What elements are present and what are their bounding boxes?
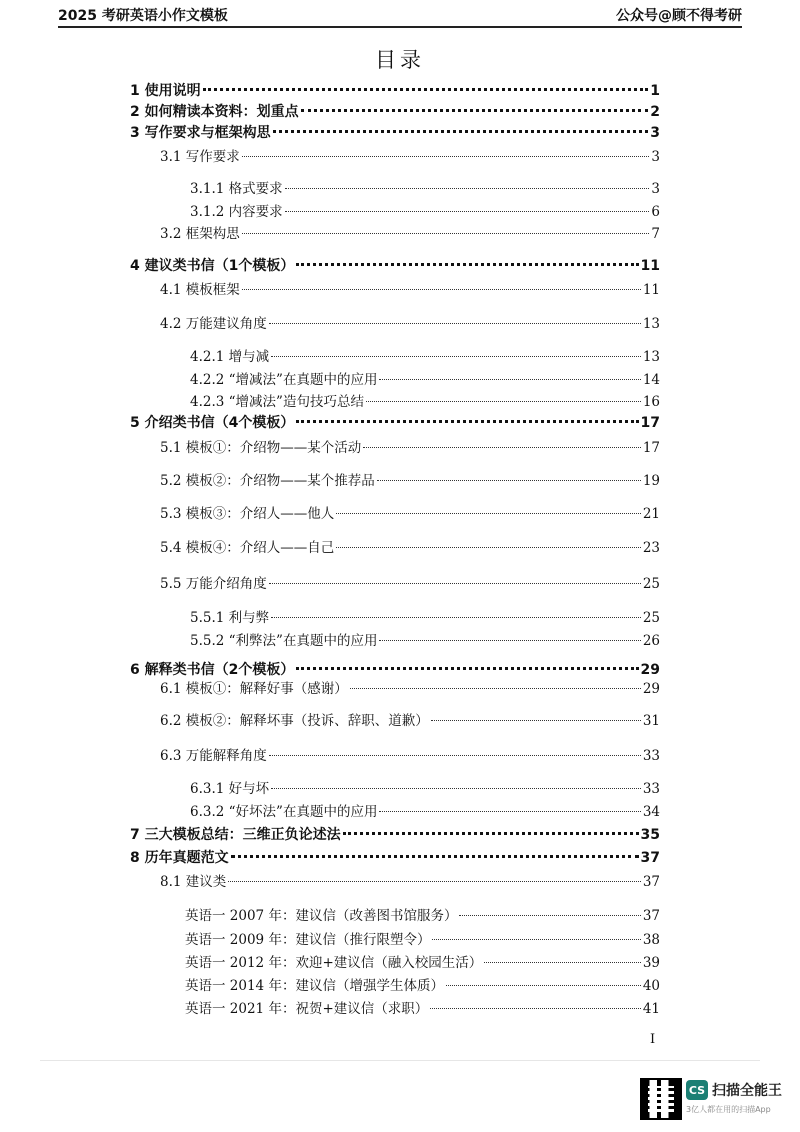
toc-entry — [190, 800, 660, 820]
toc-title: 目录 — [375, 48, 425, 72]
toc-entry — [190, 200, 660, 220]
toc-entry-page: 33 — [642, 748, 660, 764]
toc-entry-label: 6.3.2 “好坏法”在真题中的应用 — [190, 804, 378, 820]
toc-entry-label: 5.2 模板②：介绍物——某个推荐品 — [160, 473, 375, 489]
toc-entry — [185, 997, 660, 1017]
toc-entry-label: 3.1.2 内容要求 — [190, 204, 283, 220]
toc-entry-label: 5.5 万能介绍角度 — [160, 576, 267, 592]
toc-entry — [190, 606, 660, 626]
toc-leader-dots — [350, 688, 641, 689]
toc-entry-label: 6.3.1 好与坏 — [190, 781, 270, 797]
toc-entry — [160, 469, 660, 489]
footer-divider — [40, 1060, 760, 1061]
toc-entry-page: 17 — [640, 415, 660, 431]
toc-leader-dots — [273, 130, 649, 133]
toc-entry-label: 4 建议类书信（1个模板） — [130, 258, 295, 274]
toc-entry-page: 11 — [642, 282, 660, 298]
toc-entry-label: 3.1 写作要求 — [160, 149, 240, 165]
toc-entry-page: 31 — [642, 713, 660, 729]
toc-entry — [130, 122, 660, 142]
toc-entry-page: 40 — [642, 978, 660, 994]
toc-leader-dots — [343, 832, 639, 835]
toc-entry-page: 29 — [640, 662, 660, 678]
toc-entry-page: 25 — [642, 610, 660, 626]
toc-entry-page: 6 — [651, 204, 660, 220]
page-number: I — [650, 1032, 656, 1047]
toc-entry-page: 37 — [640, 850, 660, 866]
toc-entry-label: 6 解释类书信（2个模板） — [130, 662, 295, 678]
toc-entry-label: 4.1 模板框架 — [160, 282, 240, 298]
toc-entry-page: 3 — [651, 181, 660, 197]
toc-entry-label: 4.2.3 “增减法”造句技巧总结 — [190, 394, 364, 410]
camscanner-logo: CS — [686, 1080, 708, 1100]
toc-entry-label: 7 三大模板总结：三维正负论述法 — [130, 827, 341, 843]
toc-entry — [130, 824, 660, 844]
toc-leader-dots — [379, 640, 640, 641]
toc-entry-label: 8 历年真题范文 — [130, 850, 229, 866]
toc-entry-label: 4.2.2 “增减法”在真题中的应用 — [190, 372, 378, 388]
toc-entry — [130, 847, 660, 867]
toc-entry-label: 4.2 万能建议角度 — [160, 316, 267, 332]
toc-leader-dots — [269, 323, 641, 324]
scanner-app-name: 扫描全能王 — [712, 1083, 782, 1099]
toc-entry-label: 3.2 框架构思 — [160, 226, 240, 242]
toc-entry-label: 6.2 模板②：解释坏事（投诉、辞职、道歉） — [160, 713, 429, 729]
toc-entry — [130, 101, 660, 121]
toc-entry-label: 3 写作要求与框架构思 — [130, 125, 271, 141]
toc-entry — [190, 777, 660, 797]
toc-leader-dots — [459, 915, 640, 916]
toc-entry — [160, 572, 660, 592]
toc-entry-label: 英语一 2014 年：建议信（增强学生体质） — [185, 978, 444, 994]
qr-code-icon — [640, 1078, 682, 1120]
toc-entry-page: 37 — [642, 908, 660, 924]
toc-entry-label: 英语一 2009 年：建议信（推行限塑令） — [185, 932, 431, 948]
toc-entry-label: 英语一 2007 年：建议信（改善图书馆服务） — [185, 908, 458, 924]
toc-entry-page: 25 — [642, 576, 660, 592]
toc-entry — [160, 436, 660, 456]
toc-entry — [190, 177, 660, 197]
toc-leader-dots — [432, 939, 640, 940]
toc-entry — [185, 904, 660, 924]
toc-entry — [160, 709, 660, 729]
toc-leader-dots — [301, 109, 649, 112]
toc-entry — [160, 278, 660, 298]
toc-entry-label: 3.1.1 格式要求 — [190, 181, 283, 197]
toc-entry-page: 3 — [651, 149, 660, 165]
toc-entry-page: 41 — [642, 1001, 660, 1017]
toc-entry-page: 34 — [642, 804, 660, 820]
toc-leader-dots — [336, 513, 641, 514]
toc-entry — [185, 928, 660, 948]
toc-entry — [130, 255, 660, 275]
scanner-tagline: 3亿人都在用的扫描App — [686, 1105, 771, 1114]
toc-entry — [160, 536, 660, 556]
toc-entry-page: 16 — [642, 394, 660, 410]
toc-entry — [130, 659, 660, 679]
toc-entry-page: 7 — [651, 226, 660, 242]
toc-leader-dots — [431, 720, 641, 721]
toc-entry-page: 1 — [650, 83, 660, 99]
toc-entry — [160, 744, 660, 764]
toc-entry-page: 14 — [642, 372, 660, 388]
toc-entry-page: 33 — [642, 781, 660, 797]
header-left-title: 2025 考研英语小作文模板 — [58, 8, 228, 24]
toc-leader-dots — [285, 211, 650, 212]
toc-leader-dots — [269, 583, 641, 584]
toc-entry-label: 5 介绍类书信（4个模板） — [130, 415, 295, 431]
toc-entry-label: 英语一 2021 年：祝贺+建议信（求职） — [185, 1001, 429, 1017]
toc-entry-page: 37 — [642, 874, 660, 890]
toc-entry-page: 2 — [650, 104, 660, 120]
toc-leader-dots — [296, 667, 638, 670]
toc-entry-label: 5.5.2 “利弊法”在真题中的应用 — [190, 633, 378, 649]
toc-leader-dots — [296, 420, 638, 423]
toc-entry — [185, 974, 660, 994]
toc-entry-label: 6.3 万能解释角度 — [160, 748, 267, 764]
toc-entry-page: 29 — [642, 681, 660, 697]
toc-leader-dots — [484, 962, 641, 963]
header-right-account: 公众号@顾不得考研 — [616, 8, 742, 24]
toc-entry — [160, 677, 660, 697]
toc-entry-page: 21 — [642, 506, 660, 522]
toc-leader-dots — [203, 88, 649, 91]
toc-leader-dots — [336, 547, 641, 548]
toc-entry-label: 5.4 模板④：介绍人——自己 — [160, 540, 335, 556]
toc-entry-page: 35 — [640, 827, 660, 843]
toc-entry — [160, 870, 660, 890]
toc-leader-dots — [271, 788, 641, 789]
toc-leader-dots — [366, 401, 641, 402]
toc-entry-page: 19 — [642, 473, 660, 489]
toc-leader-dots — [430, 1008, 641, 1009]
toc-leader-dots — [285, 188, 650, 189]
toc-entry — [185, 951, 660, 971]
toc-entry — [160, 145, 660, 165]
toc-entry-page: 26 — [642, 633, 660, 649]
toc-leader-dots — [446, 985, 641, 986]
toc-entry — [190, 368, 660, 388]
toc-leader-dots — [296, 263, 638, 266]
toc-entry-label: 8.1 建议类 — [160, 874, 227, 890]
toc-entry — [130, 80, 660, 100]
toc-entry-label: 英语一 2012 年：欢迎+建议信（融入校园生活） — [185, 955, 483, 971]
toc-entry — [160, 312, 660, 332]
toc-leader-dots — [379, 811, 640, 812]
toc-entry — [160, 222, 660, 242]
toc-entry-page: 17 — [642, 440, 660, 456]
toc-entry — [130, 412, 660, 432]
toc-leader-dots — [269, 755, 641, 756]
toc-entry-page: 38 — [642, 932, 660, 948]
toc-entry-page: 23 — [642, 540, 660, 556]
toc-entry-page: 11 — [640, 258, 660, 274]
toc-leader-dots — [242, 156, 650, 157]
toc-leader-dots — [228, 881, 641, 882]
toc-entry-label: 2 如何精读本资料：划重点 — [130, 104, 299, 120]
toc-entry-label: 5.3 模板③：介绍人——他人 — [160, 506, 335, 522]
toc-leader-dots — [271, 356, 641, 357]
toc-leader-dots — [242, 233, 650, 234]
toc-leader-dots — [379, 379, 640, 380]
toc-entry-label: 6.1 模板①：解释好事（感谢） — [160, 681, 348, 697]
toc-entry-page: 13 — [642, 316, 660, 332]
toc-entry-label: 4.2.1 增与减 — [190, 349, 270, 365]
toc-leader-dots — [363, 447, 641, 448]
toc-entry — [190, 390, 660, 410]
toc-leader-dots — [242, 289, 641, 290]
toc-leader-dots — [271, 617, 641, 618]
toc-leader-dots — [377, 480, 641, 481]
toc-entry — [190, 345, 660, 365]
toc-entry-page: 3 — [650, 125, 660, 141]
toc-entry — [190, 629, 660, 649]
scanner-watermark — [640, 1078, 800, 1122]
toc-entry — [160, 502, 660, 522]
toc-entry-label: 1 使用说明 — [130, 83, 201, 99]
toc-leader-dots — [231, 855, 639, 858]
toc-entry-label: 5.5.1 利与弊 — [190, 610, 270, 626]
toc-entry-page: 39 — [642, 955, 660, 971]
toc-entry-label: 5.1 模板①：介绍物——某个活动 — [160, 440, 362, 456]
toc-entry-page: 13 — [642, 349, 660, 365]
